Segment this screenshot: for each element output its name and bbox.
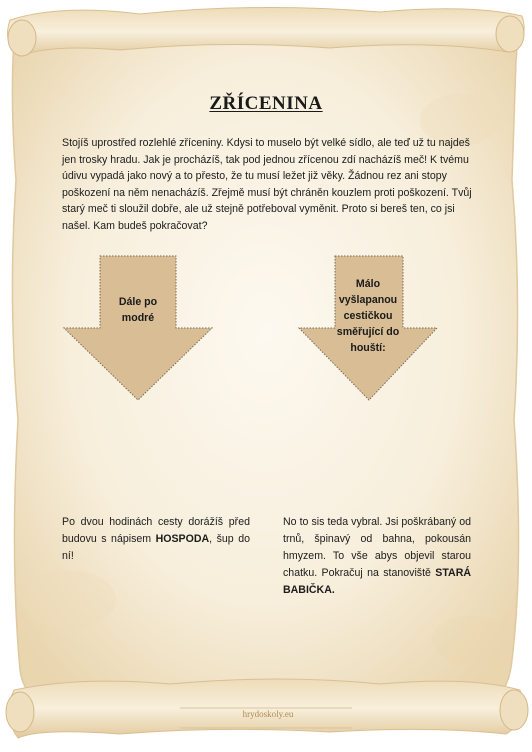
arrow-right-label: Málo vyšlapanou cestičkou směřující do houští: (336, 278, 400, 354)
outcome-right-text: No to sis teda vybral. Jsi poškrábaný od trnů, špinavý od bahna, pokousán hmyzem. To vše abys objevil starou chatku. Pokračuj na stanoviště STARÁ BABIČKA. (283, 516, 471, 596)
destination-hospoda: HOSPODA (155, 533, 210, 545)
destination-stara-babicka: STARÁ BABIČKA. (283, 567, 471, 596)
intro-paragraph: Stojíš uprostřed rozlehlé zříceniny. Kdysi to muselo být velké sídlo, ale teď už tu najdeš jen trosky hradu. Jak je procházíš, tak pod jednou zřícenou zdí nacházíš meč! K tvému údivu vypadá jako nový a to přesto, že tu musí ležet již věky. Žádnou rez ani stopy poškození na něm nenacházíš. Zřejmě musí být chráněn kouzlem proti poškození. Tvůj starý meč ti sloužil dobře, ale už stejně potřeboval vyměnit. Proto si bereš ten, co jsi našel. Kam budeš pokračovat? (62, 137, 472, 232)
footer-website: hrydoskoly.eu (242, 709, 294, 719)
outcome-left-text: Po dvou hodinách cesty dorážíš před budovu s nápisem HOSPODA, šup do ní! (62, 516, 250, 562)
down-arrow-left (62, 254, 214, 402)
arrow-left-label: Dále po modré (118, 296, 158, 324)
page-title: ZŘÍCENINA (209, 93, 323, 114)
